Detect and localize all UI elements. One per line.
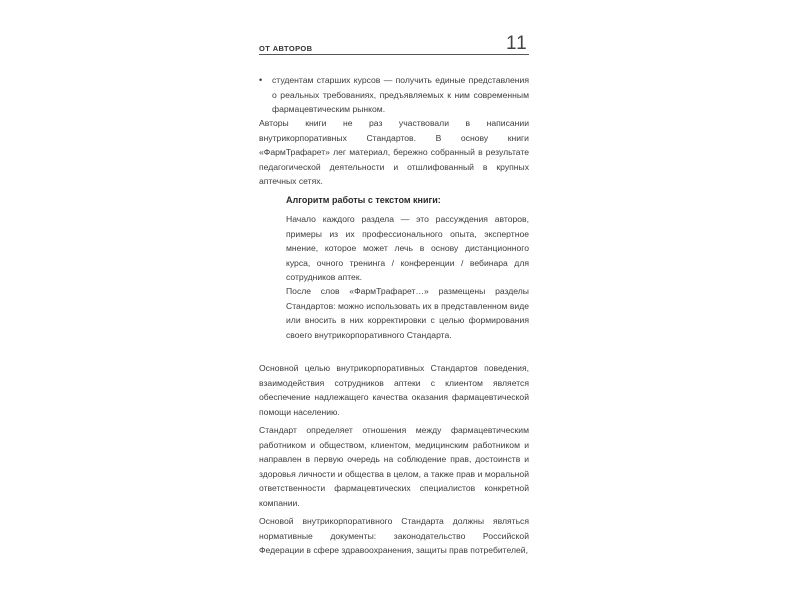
paragraph-basis: Основой внутрикорпоративного Стандарта должны являться нормативные документы: законодательство Российской Федерации в сфере здравоохранения, защиты прав потребителей, <box>259 516 529 556</box>
bullet-text: студентам старших курсов — получить единые представления о реальных требованиях, предъявляемых к ним современным фармацевтическим рынком. <box>272 75 529 115</box>
algorithm-paragraph-1: Начало каждого раздела — это рассуждения авторов, примеры из их профессионального опыта, экспертное мнение, которое может лечь в основу дистанционного курса, очного тренинга / конференции / вебинара для сотрудников аптек. <box>286 214 529 283</box>
page-number: 11 <box>506 33 528 54</box>
header-divider <box>259 54 529 55</box>
algorithm-paragraph-2: После слов «ФармТрафарет…» размещены разделы Стандартов: можно использовать их в представленном виде или вносить в них корректировки с целью формирования своего внутрикорпоративного Стандарта. <box>286 286 529 340</box>
paragraph-authors: Авторы книги не раз участвовали в написании внутрикорпоративных Стандартов. В основу книги «ФармТрафарет» лег материал, бережно собранный в результате педагогической деятельности и отшлифованный в крупных аптечных сетях. <box>259 118 529 187</box>
running-header-title: ОТ АВТОРОВ <box>259 44 313 53</box>
paragraph-goal: Основной целью внутрикорпоративных Стандартов поведения, взаимодействия сотрудников аптеки с клиентом является обеспечение надлежащего качества оказания фармацевтической помощи населению. <box>259 363 529 417</box>
bullet-dot-icon: • <box>259 75 263 85</box>
algorithm-heading: Алгоритм работы с текстом книги: <box>286 195 441 205</box>
paragraph-standard: Стандарт определяет отношения между фармацевтическим работником и обществом, клиентом, медицинским работником и направлен в первую очередь на соблюдение прав, достоинств и здоровья личности и общества в целом, а также прав и моральной ответственности фармацевтических специалистов конкретной компании. <box>259 425 529 508</box>
